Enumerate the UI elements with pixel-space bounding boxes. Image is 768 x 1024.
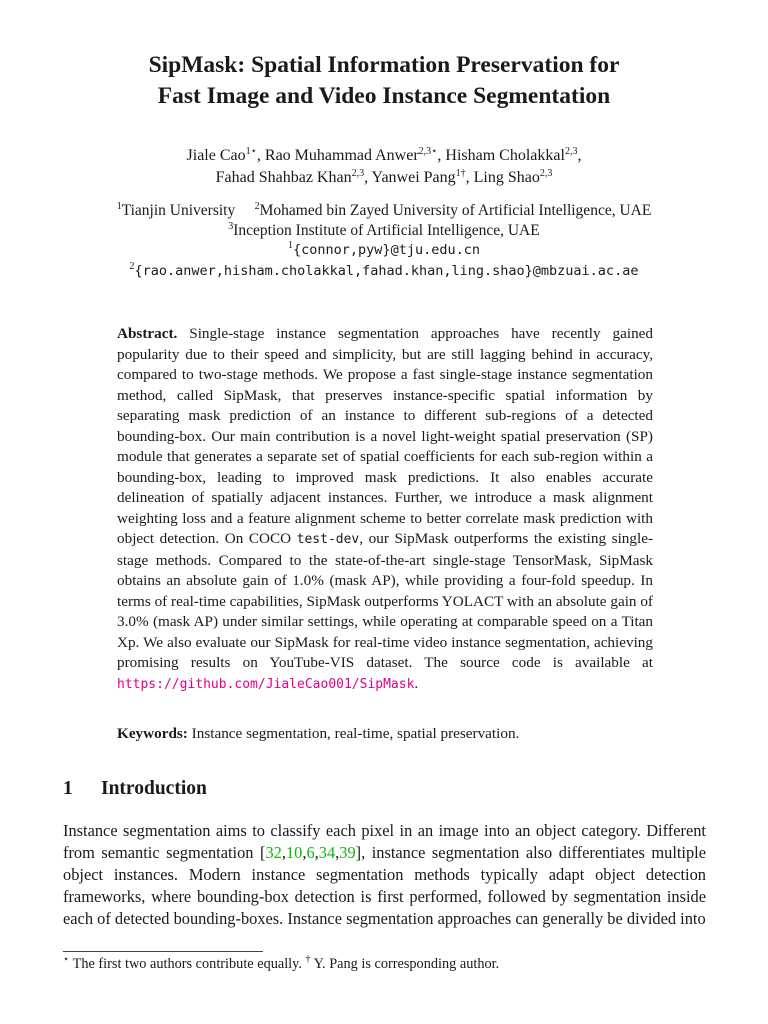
author-name: Hisham Cholakkal [445,147,565,164]
footnote-rule [63,951,263,952]
footnote-mark: ⋆ [63,954,70,965]
section-heading-introduction [63,777,207,801]
source-code-link[interactable]: https://github.com/JialeCao001/SipMask [117,676,415,692]
affiliation-mbzuai: Mohamed bin Zayed University of Artificial Intelligence, UAE [259,202,652,219]
section-title: Introduction [101,778,207,799]
abstract-end: . [414,674,419,692]
author-affil-mark: 2,3 [351,168,365,179]
author-list [40,145,728,189]
email-tju: {connor,pyw}@tju.edu.cn [293,242,480,258]
email-line-1 [40,240,728,261]
affil-mark: 2 [129,260,135,272]
abstract-text: Single-stage instance segmentation approaches have recently gained popularity due to their speed and simplicity, but are still lagging behind in accuracy, compared to two-stage methods. We propose a fast single-stage instance segmentation method, called SipMask, that preserves instance-specific spatial information by separating mask prediction of an instance to different sub-regions of a detected bounding-box. Our main contribution is a novel light-weight spatial preservation (SP) module that generates a separate set of spatial coefficients for each sub-region within a bounding-box, leading to improved mask predictions. It also enables accurate delineation of spatially adjacent instances. Further, we introduce a mask alignment weighting loss and a feature alignment scheme to better correlate mask prediction with object detection. On COCO [117,325,654,547]
affiliations [40,201,728,281]
affiliation-inception: Inception Institute of Artificial Intelligence, UAE [233,221,540,239]
author-name: Jiale Cao [186,147,246,164]
intro-text-continued: ], instance segmentation also differentiates multiple object instances. Modern instance segmentation methods typically adapt object detection frameworks, where bounding-box detection is first performed, followed by segmentation inside each of detected bounding-boxes. Instance segmentation approaches can generally be divided into [63,843,707,928]
affil-mark: 1 [288,240,294,251]
abstract-text-continued: , our SipMask outperforms the existing single-stage methods. Compared to the state-of-the-art single-stage TensorMask, SipMask obtains an absolute gain of 1.0% (mask AP), while providing a four-fold speedup. In terms of real-time capabilities, SipMask outperforms YOLACT with an absolute gain of 3.0% (mask AP) under similar settings, while operating at comparable speed on a Titan Xp. We also evaluate our SipMask for real-time video instance segmentation, achieving promising results on YouTube-VIS dataset. The source code is available at [117,530,653,671]
author-name: Ling Shao [473,169,540,186]
author-affil-mark: 2,3 [539,168,553,179]
author-name: Rao Muhammad Anwer [264,147,419,164]
author-name: Yanwei Pang [371,169,456,186]
footnote-mark: † [305,954,311,965]
section-number: 1 [63,778,73,799]
author-line-1: Jiale Cao$^{1⋆}$, Rao Muhammad Anwer$^{2,3⋆}$, Hisham Cholakkal$^{2,3}$, [186,146,582,164]
citation-link[interactable]: 34 [318,843,336,862]
footnote-equal-contribution: The first two authors contribute equally. [72,956,302,972]
email-line-2 [40,261,728,282]
abstract-label: Abstract. [117,325,178,342]
author-affil-mark: 2,3⋆ [418,146,438,157]
keywords [117,724,653,744]
affil-mark: 3 [228,220,234,232]
author-name: Fahad Shahbaz Khan [215,169,352,186]
affiliation-line-1 [40,201,728,221]
introduction-paragraph: Instance segmentation aims to classify each pixel in an image into an object category. Different from semantic segmentation [32,10,6,34,39], instance segmentation also differentiates multiple object instances. Modern instance segmentation methods typically adapt object detection frameworks, where bounding-box detection is first performed, followed by segmentation inside each of detected bounding-boxes. Instance segmentation approaches can generally be divided into [63,821,707,928]
email-mbzuai: {rao.anwer,hisham.cholakkal,fahad.khan,ling.shao}@mbzuai.ac.ae [134,262,639,279]
citation-link[interactable]: 39 [339,843,356,862]
author-affil-mark: 1† [455,168,466,179]
paper-title [40,50,728,112]
author-affil-mark: 1⋆ [245,146,257,157]
keywords-label: Keywords: [117,725,188,742]
keywords-text: Instance segmentation, real-time, spatial preservation. [191,725,520,742]
footnote [63,955,706,973]
citation-link[interactable]: 6 [306,843,315,862]
affiliation-line-2 [40,221,728,241]
citation-link[interactable]: 10 [285,843,303,862]
citation-link[interactable]: 32 [265,843,282,862]
author-line-2: Fahad Shahbaz Khan$^{2,3}$, Yanwei Pang$^{1\dagger}$, Ling Shao$^{2,3}$ [215,168,553,186]
abstract [117,324,653,695]
test-dev-code: test-dev [296,532,360,547]
affiliation-tianjin: Tianjin University [121,202,236,219]
footnote-corresponding-author: Y. Pang is corresponding author. [313,956,500,972]
affil-mark: 1 [116,201,122,212]
author-affil-mark: 2,3 [564,146,578,157]
title-line-1: SipMask: Spatial Information Preservation for [148,52,620,78]
title-line-2: Fast Image and Video Instance Segmentation [157,83,611,109]
affil-mark: 2 [254,201,260,212]
intro-text: Instance segmentation aims to classify each pixel in an image into an object category. Different from semantic segmentation [ [63,821,706,862]
